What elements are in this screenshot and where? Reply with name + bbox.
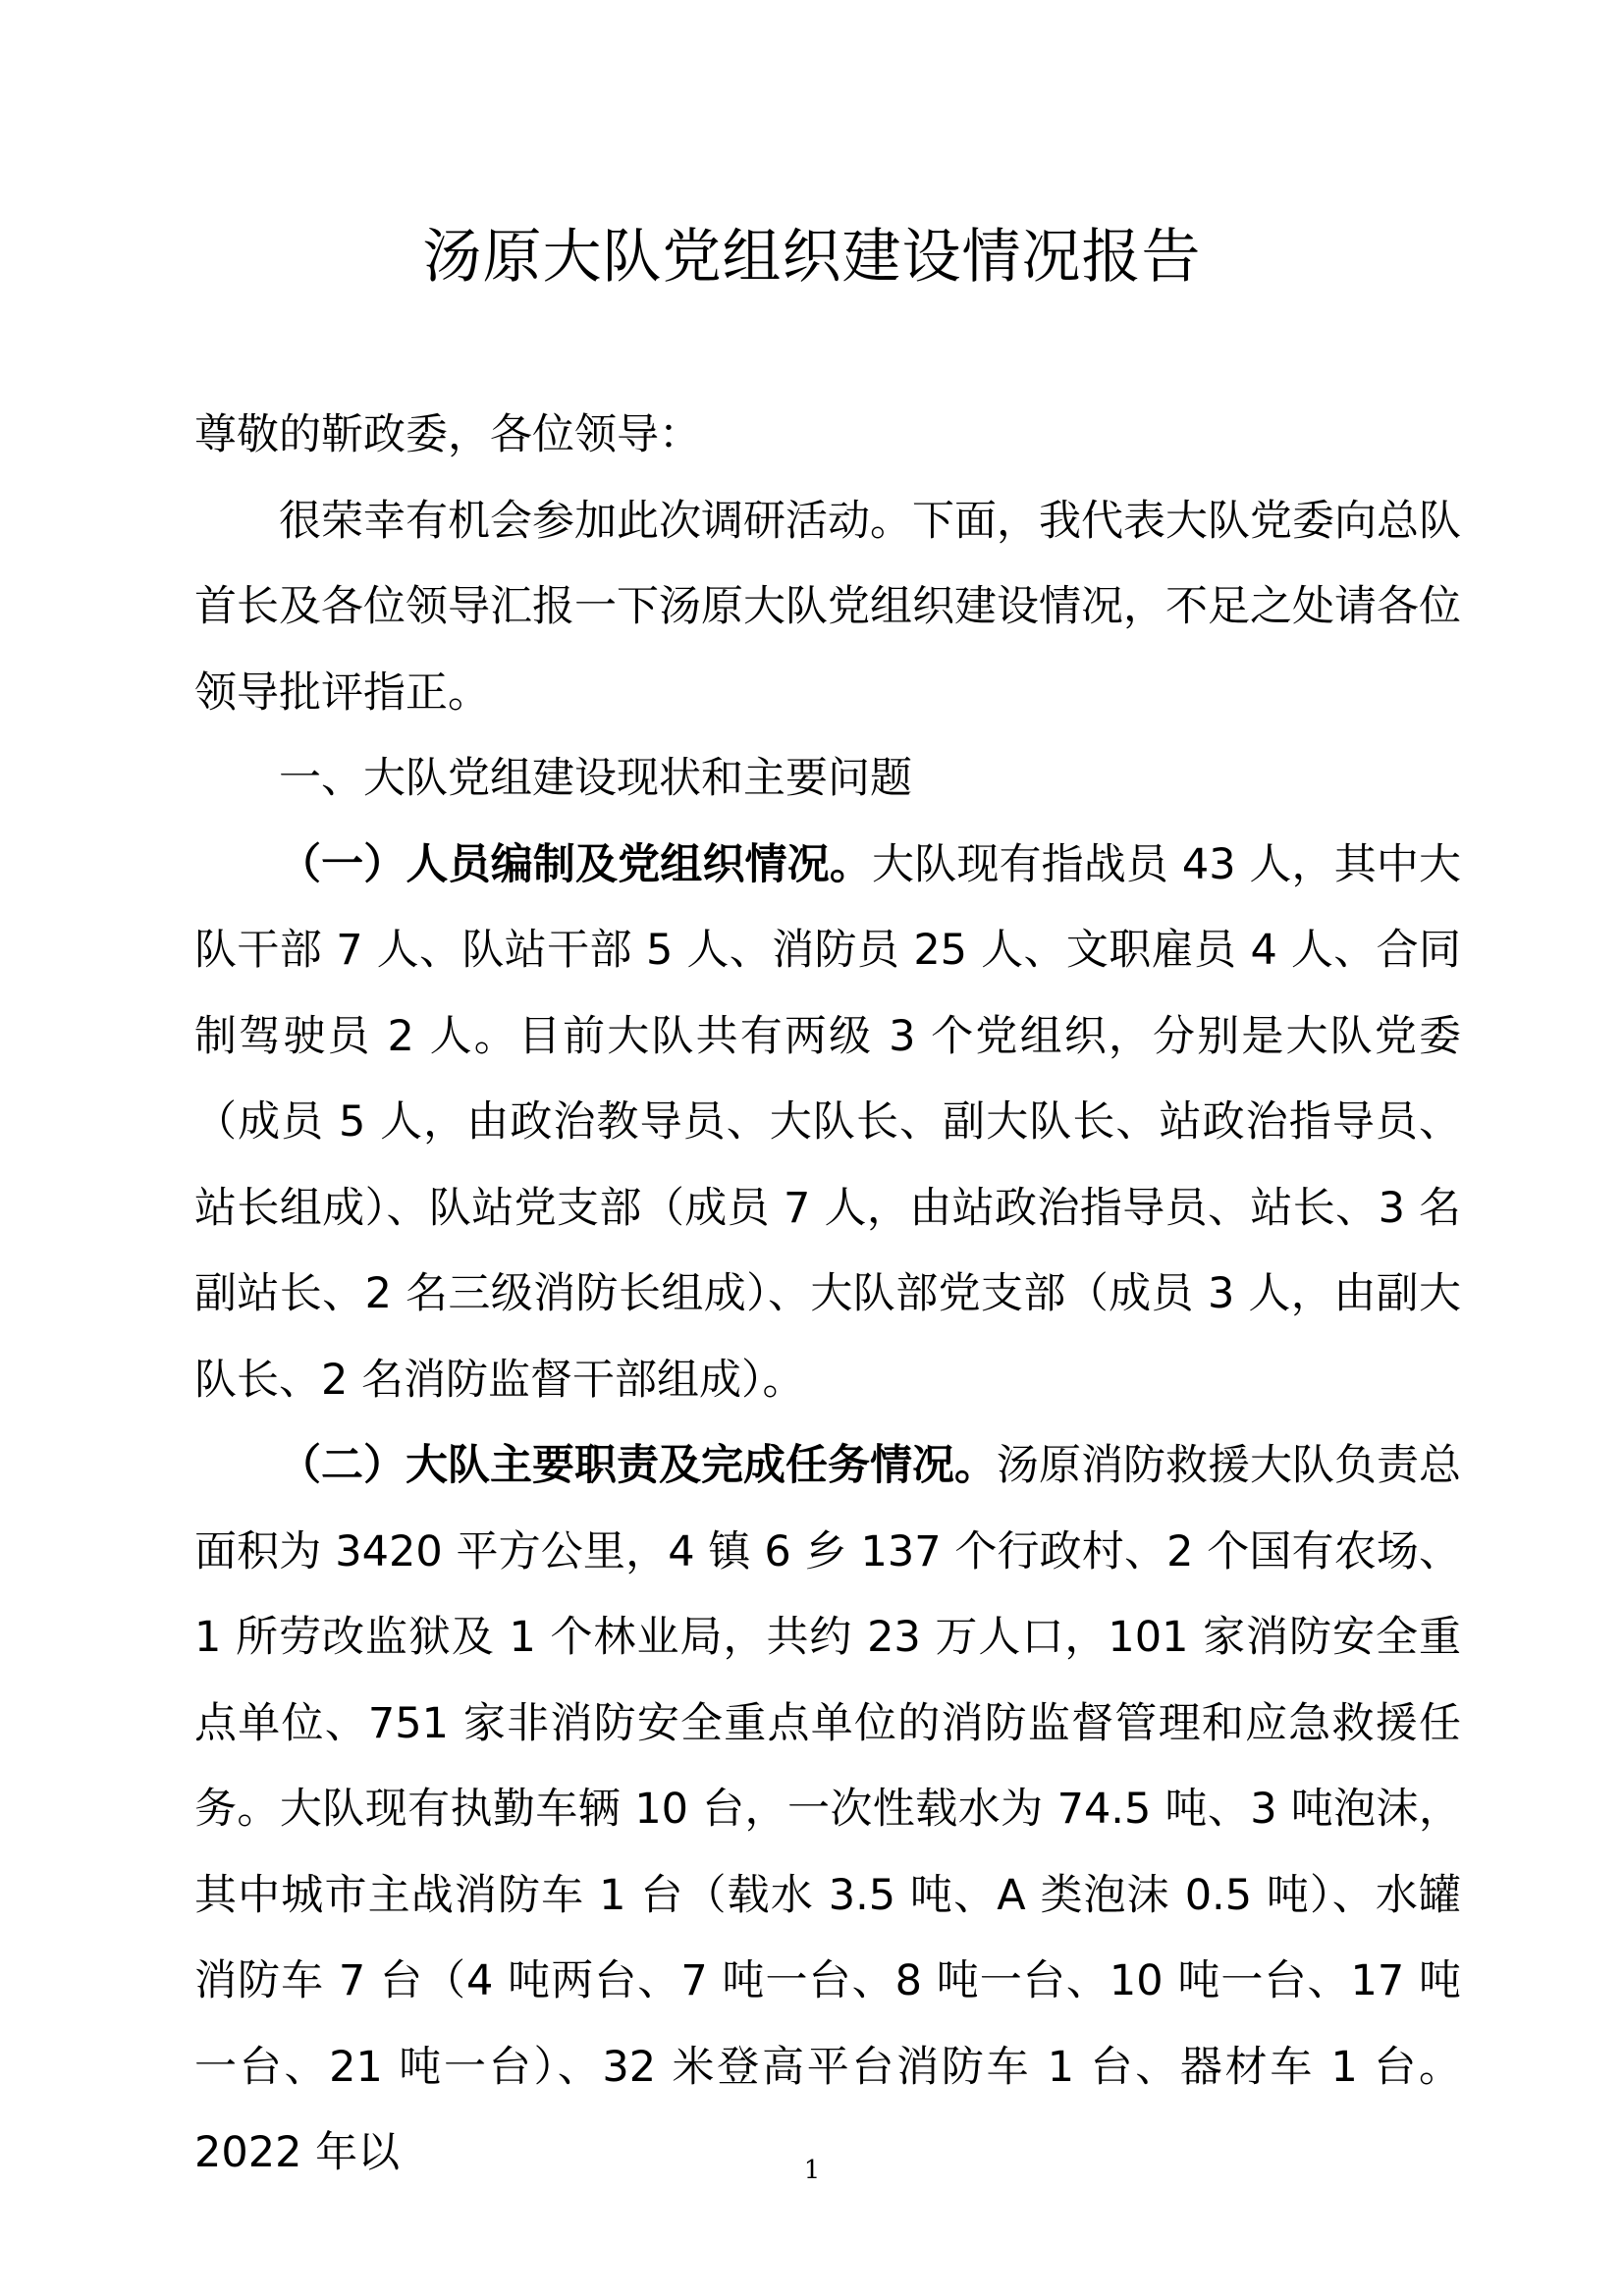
subsection-2-heading: （二）大队主要职责及完成任务情况。 [279, 1441, 997, 1490]
subsection-2-paragraph [194, 1423, 1461, 2197]
salutation: 尊敬的靳政委，各位领导： [194, 410, 701, 459]
subsection-2-text: 汤原消防救援大队负责总面积为 3420 平方公里，4 镇 6 乡 137 个行政村、2 个国有农场、1 所劳改监狱及 1 个林业局，共约 23 万人口，101 家消防安全重点单位、751 家非消防安全重点单位的消防监督管理和应急救援任务。大队现有执勤车辆 10 台，一次性载水为 74.5 吨、3 吨泡沫，其中城市主战消防车 1 台（载水 3.5 吨、A 类泡沫 0.5 吨）、水罐消防车 7 台（4 吨两台、7 吨一台、8 吨一台、10 吨一台、17 吨一台、21 吨一台）、32 米登高平台消防车 1 台、器材车 1 台。2022 年以 [194, 1441, 1461, 2177]
page-number: 1 [803, 2156, 821, 2185]
document-body [194, 393, 1461, 2197]
intro-paragraph: 很荣幸有机会参加此次调研活动。下面，我代表大队党委向总队首长及各位领导汇报一下汤原大队党组织建设情况，不足之处请各位领导批评指正。 [194, 496, 1461, 718]
subsection-1-text: 大队现有指战员 43 人，其中大队干部 7 人、队站干部 5 人、消防员 25 人、文职雇员 4 人、合同制驾驶员 2 人。目前大队共有两级 3 个党组织，分别是大队党委（成员 5 人，由政治教导员、大队长、副大队长、站政治指导员、站长组成）、队站党支部（成员 7 人，由站政治指导员、站长、3 名副站长、2 名三级消防长组成）、大队部党支部（成员 3 人，由副大队长、2 名消防监督干部组成）。 [194, 839, 1461, 1405]
document-title: 汤原大队党组织建设情况报告 [422, 223, 1202, 292]
subsection-1-paragraph [194, 823, 1461, 1424]
section-heading: 一、大队党组建设现状和主要问题 [279, 754, 912, 803]
subsection-1-heading: （一）人员编制及党组织情况。 [279, 839, 873, 889]
